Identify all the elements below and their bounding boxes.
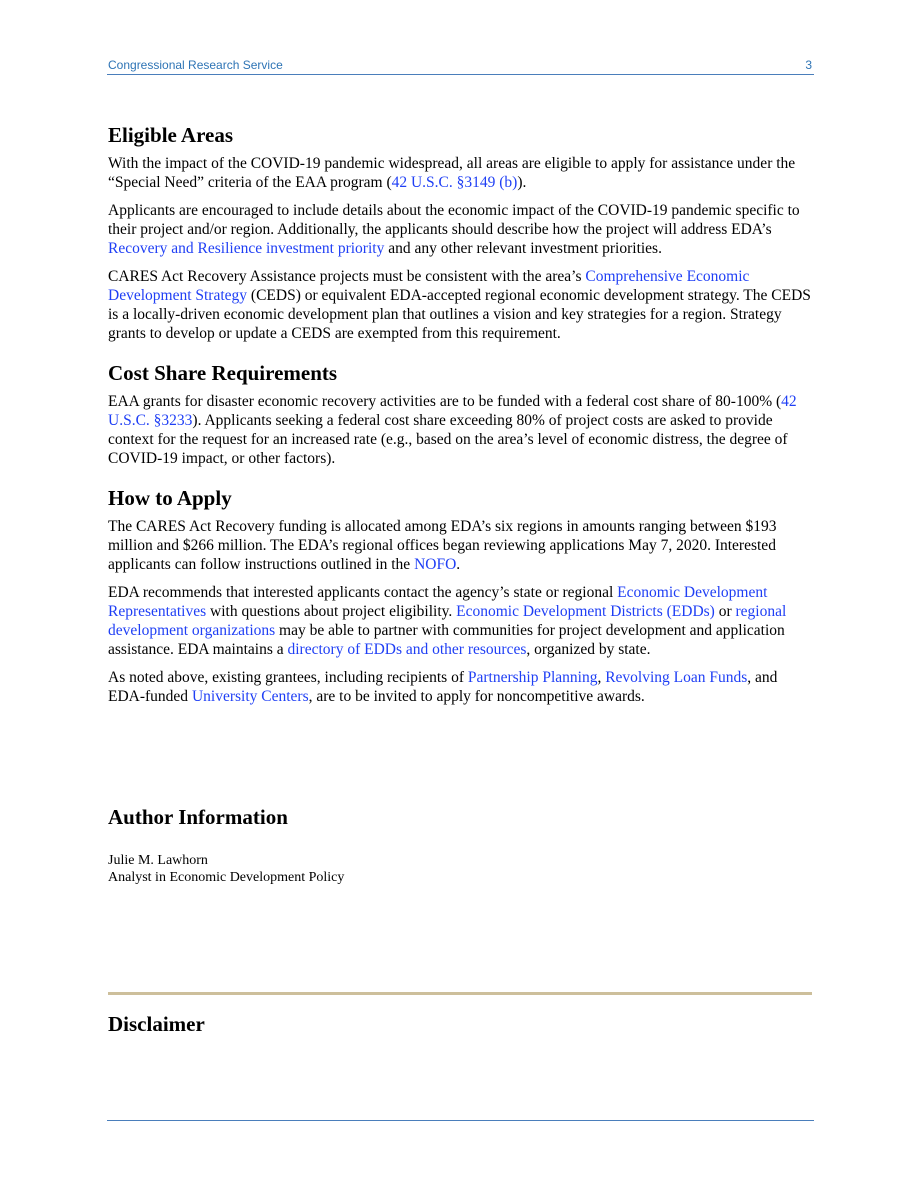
how-to-apply-paragraph-2 bbox=[108, 583, 814, 659]
section-how-to-apply bbox=[108, 485, 814, 706]
paragraph-text: or bbox=[714, 603, 736, 620]
paragraph-text: EAA grants for disaster economic recovery activities are to be funded with a federal cost share of 80-100% ( bbox=[108, 393, 782, 410]
paragraph-text: with questions about project eligibility. bbox=[206, 603, 457, 620]
disclaimer-heading: Disclaimer bbox=[108, 1012, 205, 1036]
how-to-apply-paragraph-3 bbox=[108, 668, 814, 706]
link-recovery-resilience-priority[interactable]: Recovery and Resilience investment priority bbox=[108, 240, 385, 257]
author-title: Analyst in Economic Development Policy bbox=[108, 870, 345, 885]
link-revolving-loan-funds[interactable]: Revolving Loan Funds bbox=[605, 669, 748, 686]
link-regional-development-organizations[interactable]: regional development organizations bbox=[108, 603, 787, 639]
link-42-usc-3233[interactable]: 42 U.S.C. §3233 bbox=[108, 393, 797, 429]
paragraph-text: ). bbox=[517, 174, 527, 191]
link-economic-development-districts[interactable]: Economic Development Districts (EDDs) bbox=[456, 603, 715, 620]
paragraph-text: EDA recommends that interested applicants contact the agency’s state or regional bbox=[108, 584, 618, 601]
section-spacer bbox=[108, 477, 814, 485]
paragraph-text: , and EDA-funded bbox=[108, 669, 778, 705]
section-eligible-areas bbox=[108, 122, 814, 343]
paragraph-text: may be able to partner with communities for project development and application assistance. EDA maintains a bbox=[108, 622, 785, 658]
header-org-name: Congressional Research Service bbox=[108, 58, 283, 72]
section-divider bbox=[108, 992, 812, 995]
paragraph-text: As noted above, existing grantees, including recipients of bbox=[108, 669, 468, 686]
link-42-usc-3149b[interactable]: 42 U.S.C. §3149 (b) bbox=[391, 174, 518, 191]
link-ceds[interactable]: Comprehensive Economic Development Strategy bbox=[108, 268, 750, 304]
paragraph-text: , are to be invited to apply for noncompetitive awards. bbox=[308, 688, 645, 705]
disclaimer-section bbox=[108, 1011, 205, 1043]
section-spacer bbox=[108, 352, 814, 360]
link-nofo[interactable]: NOFO bbox=[414, 556, 457, 573]
author-name: Julie M. Lawhorn bbox=[108, 853, 208, 868]
cost-share-paragraph-1 bbox=[108, 392, 814, 468]
paragraph-text: With the impact of the COVID-19 pandemic widespread, all areas are eligible to apply for assistance under the “Special Need” criteria of the EAA program ( bbox=[108, 155, 796, 191]
link-partnership-planning[interactable]: Partnership Planning bbox=[467, 669, 598, 686]
eligible-paragraph-2 bbox=[108, 201, 814, 258]
paragraph-text: Applicants are encouraged to include details about the economic impact of the COVID-19 pandemic specific to their project and/or region. Additionally, the applicants should describe how the project will address EDA’s bbox=[108, 202, 800, 238]
footer-rule bbox=[107, 1120, 814, 1121]
link-directory-of-edds[interactable]: directory of EDDs and other resources bbox=[287, 641, 527, 658]
paragraph-text: The CARES Act Recovery funding is allocated among EDA’s six regions in amounts ranging between $193 million and $266 million. The EDA’s regional offices began reviewing applications May 7, 2020. Interested applicants can follow instructions outlined in the bbox=[108, 518, 777, 573]
header-page-number: 3 bbox=[805, 58, 812, 72]
paragraph-text: , organized by state. bbox=[526, 641, 651, 658]
paragraph-text: . bbox=[456, 556, 461, 573]
how-to-apply-paragraph-1 bbox=[108, 517, 814, 574]
eligible-paragraph-1 bbox=[108, 154, 814, 192]
paragraph-text: (CEDS) or equivalent EDA-accepted regional economic development strategy. The CEDS is a locally-driven economic development plan that outlines a vision and key strategies for a region. Strategy grants to develop or update a CEDS are exempted from this requirement. bbox=[108, 287, 811, 342]
paragraph-text: CARES Act Recovery Assistance projects must be consistent with the area’s bbox=[108, 268, 586, 285]
paragraph-text: ). Applicants seeking a federal cost share exceeding 80% of project costs are asked to provide context for the request for an increased rate (e.g., based on the area’s level of economic distress, the degree of COVID-19 impact, or other factors). bbox=[108, 412, 788, 467]
author-information bbox=[108, 804, 814, 886]
eligible-paragraph-3 bbox=[108, 267, 814, 343]
how-to-apply-heading: How to Apply bbox=[108, 486, 232, 510]
paragraph-text: , bbox=[597, 669, 606, 686]
link-economic-development-representatives[interactable]: Economic Development Representatives bbox=[108, 584, 768, 620]
cost-share-heading: Cost Share Requirements bbox=[108, 361, 338, 385]
author-information-heading: Author Information bbox=[108, 805, 288, 829]
page-header bbox=[107, 58, 814, 75]
paragraph-text: and any other relevant investment priorities. bbox=[384, 240, 662, 257]
section-cost-share bbox=[108, 360, 814, 468]
main-content bbox=[108, 122, 814, 715]
link-university-centers[interactable]: University Centers bbox=[191, 688, 309, 705]
eligible-areas-heading: Eligible Areas bbox=[108, 123, 234, 147]
